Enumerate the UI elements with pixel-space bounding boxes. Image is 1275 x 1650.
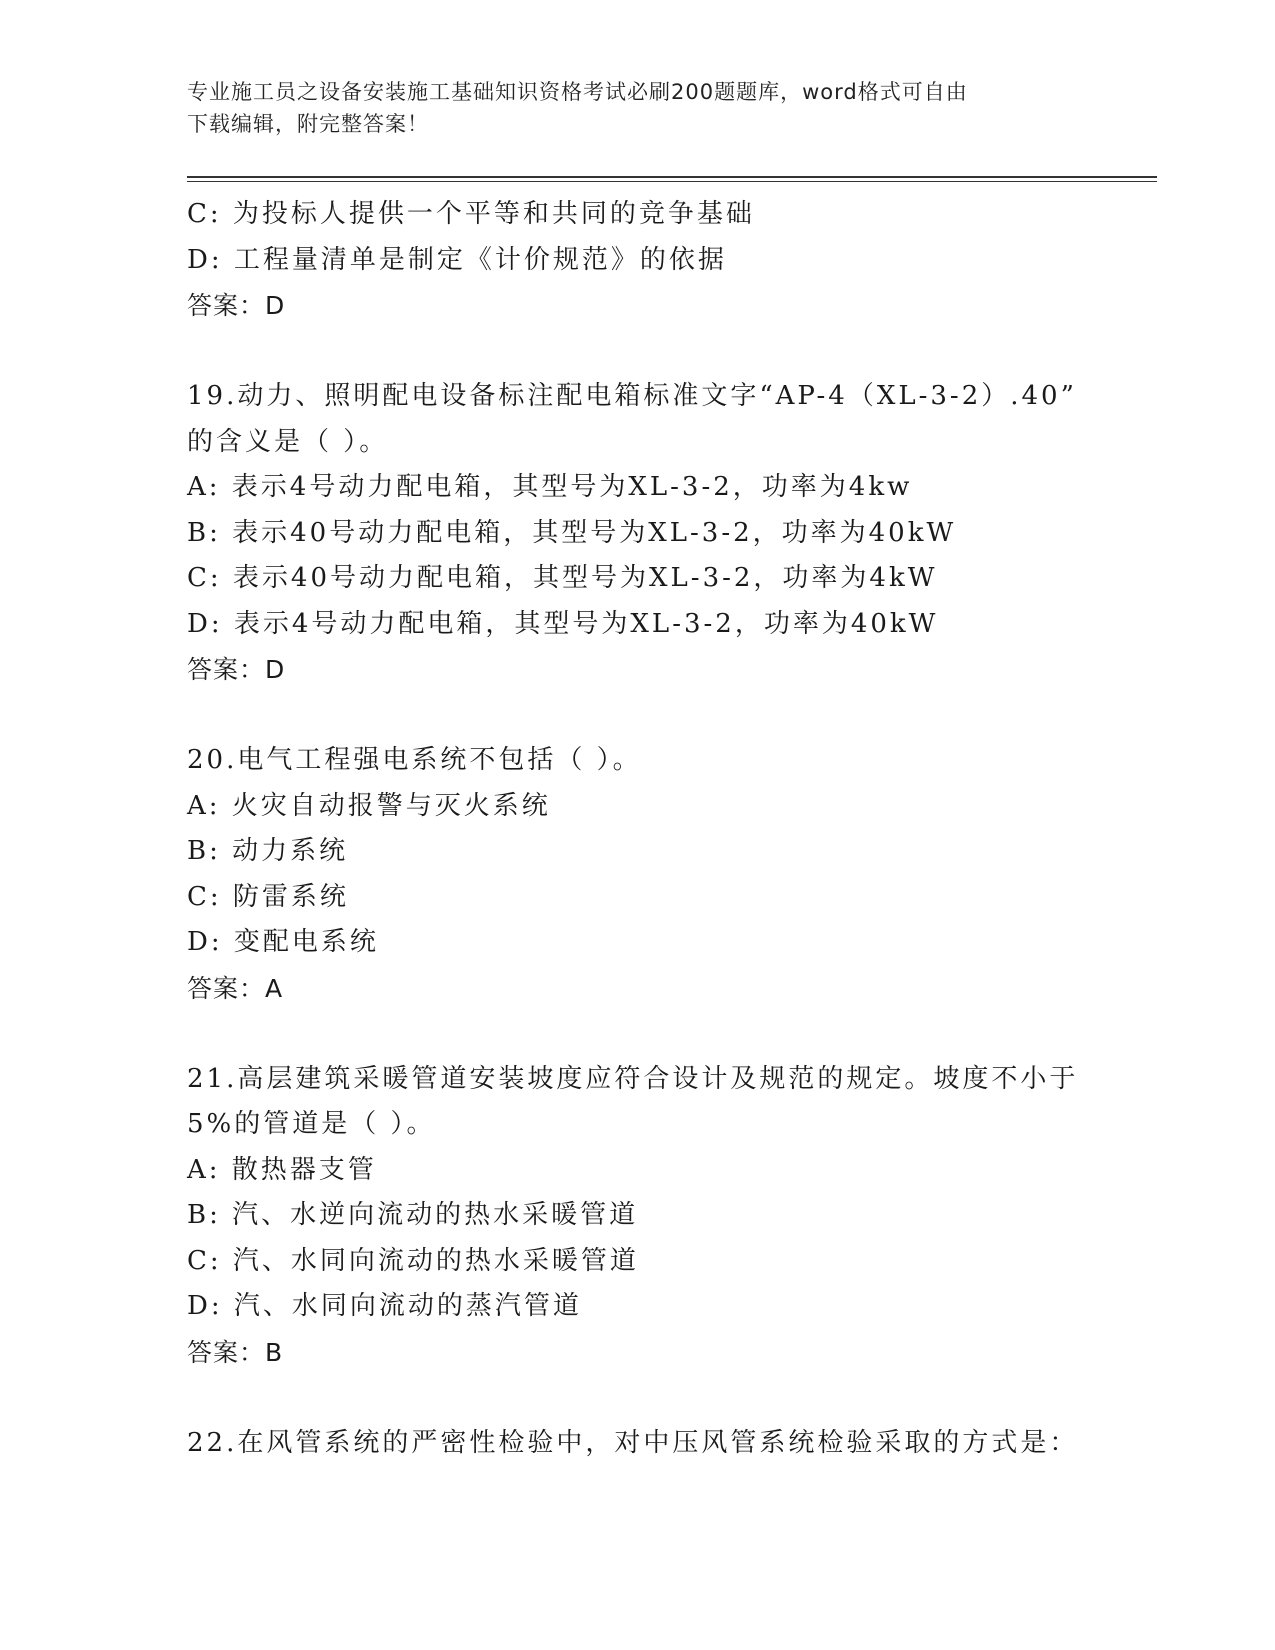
q22-stem-line-1: 22.在风管系统的严密性检验中，对中压风管系统检验采取的方式是：	[187, 1427, 1079, 1458]
header-line-1: 专业施工员之设备安装施工基础知识资格考试必刷200题题库，word格式可自由	[187, 80, 968, 104]
q19-option-a: A: 表示4号动力配电箱，其型号为XL-3-2，功率为4kw	[187, 472, 913, 502]
q20-answer: 答案：A	[187, 973, 284, 1003]
q18-answer: 答案：D	[187, 291, 286, 320]
q19-option-c: C: 表示40号动力配电箱，其型号为XL-3-2，功率为4kW	[187, 563, 938, 593]
header-divider-thick	[187, 176, 1157, 178]
q21-option-a: A: 散热器支管	[187, 1154, 377, 1185]
spacer	[187, 1011, 1087, 1057]
header-divider-thin	[187, 181, 1157, 182]
q18-option-d: D: 工程量清单是制定《计价规范》的依据	[187, 244, 727, 275]
q20-stem-line-1: 20.电气工程强电系统不包括（ ）。	[187, 745, 642, 775]
q21-option-b: B: 汽、水逆向流动的热水采暖管道	[187, 1200, 639, 1230]
spacer	[187, 1375, 1087, 1421]
spacer	[187, 329, 1087, 375]
q19-stem-line-2: 的含义是（ ）。	[187, 426, 389, 457]
q20-option-d: D: 变配电系统	[187, 927, 379, 957]
q21-option-c: C: 汽、水同向流动的热水采暖管道	[187, 1245, 639, 1276]
question-list	[187, 192, 1087, 1466]
q21-stem-line-2: 5%的管道是（ ）。	[187, 1109, 436, 1139]
q18-option-c: C: 为投标人提供一个平等和共同的竞争基础	[187, 199, 755, 229]
q21-stem-line-1: 21.高层建筑采暖管道安装坡度应符合设计及规范的规定。坡度不小于	[187, 1063, 1079, 1094]
q21-option-d: D: 汽、水同向流动的蒸汽管道	[187, 1291, 582, 1321]
q19-stem-line-1: 19.动力、照明配电设备标注配电箱标准文字“AP-4（XL-3-2）.40”	[187, 381, 1077, 411]
q19-option-d: D: 表示4号动力配电箱，其型号为XL-3-2，功率为40kW	[187, 608, 939, 639]
spacer	[187, 693, 1087, 739]
q20-option-a: A: 火灾自动报警与灭火系统	[187, 790, 551, 821]
q21-answer: 答案：B	[187, 1337, 284, 1367]
document-header	[187, 76, 1087, 140]
q20-option-b: B: 动力系统	[187, 836, 349, 866]
q19-option-b: B: 表示40号动力配电箱，其型号为XL-3-2，功率为40kW	[187, 517, 957, 548]
q20-option-c: C: 防雷系统	[187, 881, 349, 912]
header-line-2: 下载编辑，附完整答案！	[187, 112, 429, 136]
q19-answer: 答案：D	[187, 655, 286, 684]
